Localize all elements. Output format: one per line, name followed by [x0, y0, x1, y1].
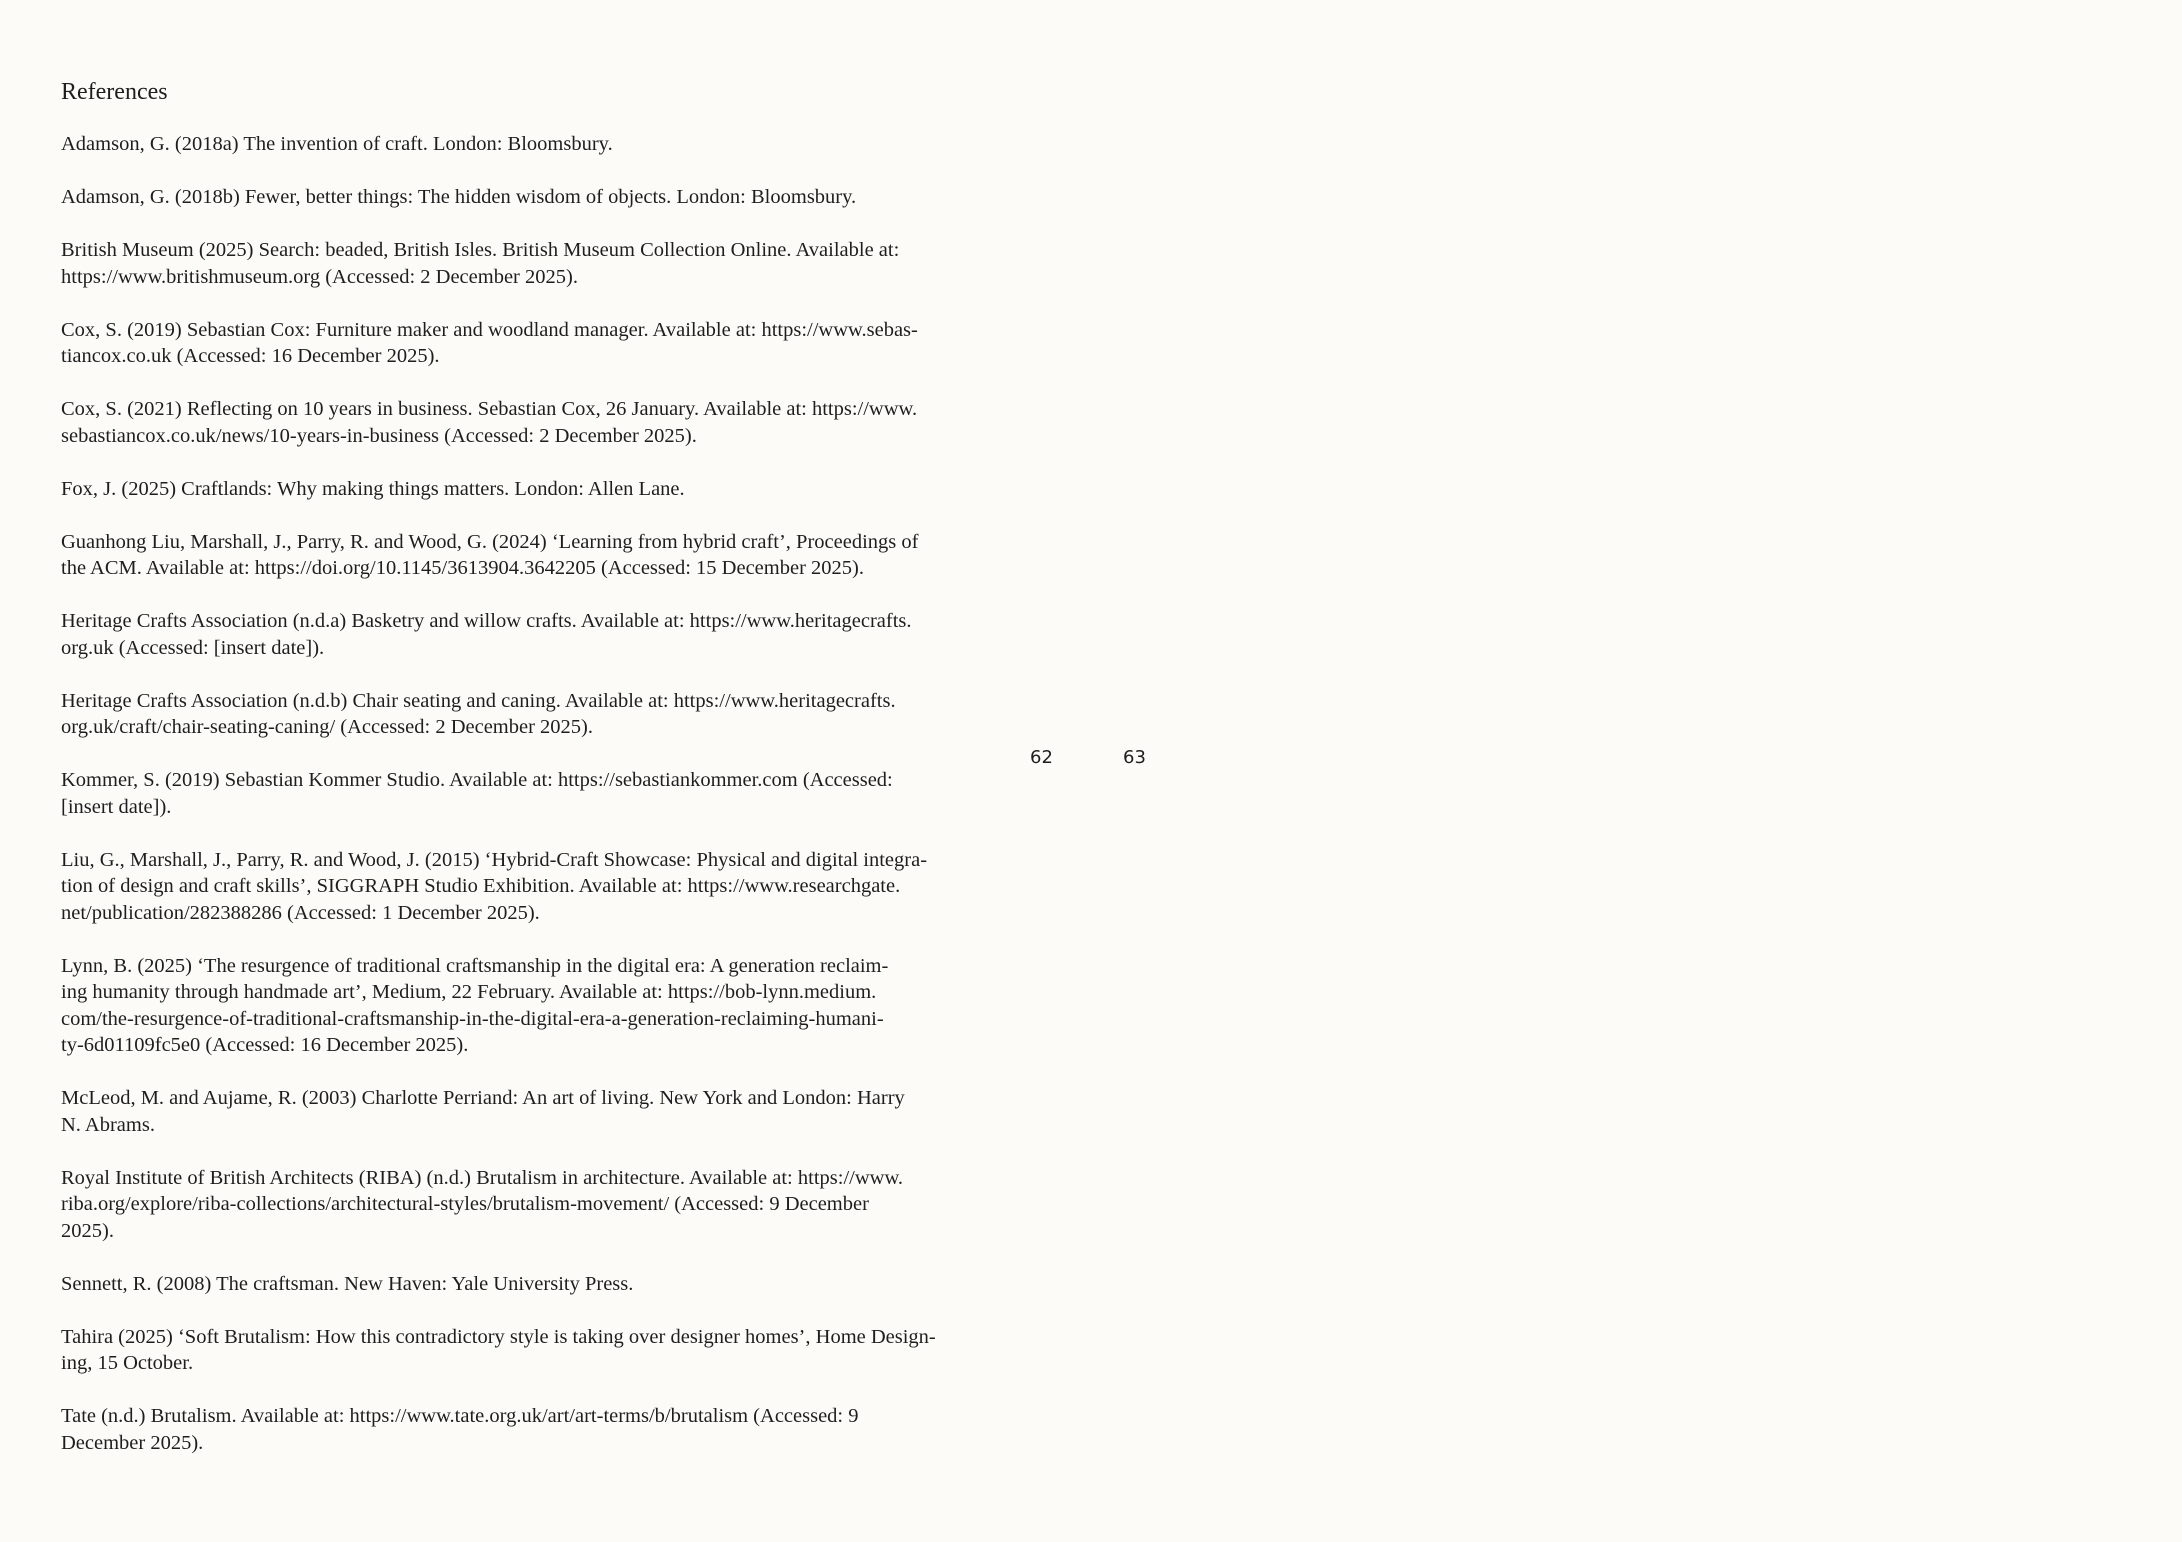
reference-line: Cox, S. (2021) Reflecting on 10 years in business. Sebastian Cox, 26 January. Available at: https://www.: [61, 398, 918, 420]
reference-line: Heritage Crafts Association (n.d.b) Chair seating and caning. Available at: https://www.heritagecrafts.: [61, 689, 896, 712]
reference-entry: [61, 847, 1001, 927]
reference-line: McLeod, M. and Aujame, R. (2003) Charlotte Perriand: An art of living. New York and London: Harry: [61, 1087, 905, 1109]
reference-entry: [61, 688, 1001, 741]
reference-line: British Museum (2025) Search: beaded, British Isles. British Museum Collection Online. Available at:: [61, 239, 900, 261]
reference-entry: [61, 1403, 1001, 1456]
reference-line: ing humanity through handmade art’, Medium, 22 February. Available at: https://bob-lynn.medium.: [61, 981, 877, 1003]
reference-line: Kommer, S. (2019) Sebastian Kommer Studio. Available at: https://sebastiankommer.com (Accessed:: [61, 769, 893, 791]
references-list: [61, 131, 1001, 1456]
reference-entry: [61, 476, 1001, 503]
reference-line: tiancox.co.uk (Accessed: 16 December 2025).: [61, 345, 440, 367]
reference-line: Guanhong Liu, Marshall, J., Parry, R. and Wood, G. (2024) ‘Learning from hybrid craft’, Proceedings of: [61, 530, 919, 553]
reference-entry: [61, 1324, 1001, 1377]
reference-line: Liu, G., Marshall, J., Parry, R. and Wood, J. (2015) ‘Hybrid-Craft Showcase: Physical and digital integra-: [61, 848, 928, 871]
reference-line: Adamson, G. (2018b) Fewer, better things: The hidden wisdom of objects. London: Bloomsbury.: [61, 186, 857, 208]
reference-entry: [61, 1271, 1001, 1298]
reference-line: N. Abrams.: [61, 1113, 155, 1136]
reference-line: Heritage Crafts Association (n.d.a) Basketry and willow crafts. Available at: https://www.heritagecrafts.: [61, 610, 912, 632]
reference-line: sebastiancox.co.uk/news/10-years-in-business (Accessed: 2 December 2025).: [61, 424, 697, 447]
reference-line: Adamson, G. (2018a) The invention of craft. London: Bloomsbury.: [61, 133, 613, 155]
reference-entry: [61, 767, 1001, 820]
reference-line: ing, 15 October.: [61, 1352, 194, 1374]
reference-line: Royal Institute of British Architects (RIBA) (n.d.) Brutalism in architecture. Available at: https://www.: [61, 1166, 904, 1189]
reference-entry: [61, 184, 1001, 211]
reference-entry: [61, 237, 1001, 290]
reference-line: ty-6d01109fc5e0 (Accessed: 16 December 2025).: [61, 1034, 469, 1056]
reference-line: tion of design and craft skills’, SIGGRAPH Studio Exhibition. Available at: https://www.researchgate.: [61, 875, 901, 897]
reference-line: the ACM. Available at: https://doi.org/10.1145/3613904.3642205 (Accessed: 15 December 2025).: [61, 557, 864, 579]
page-number-right: 63: [1123, 747, 1146, 768]
reference-line: https://www.britishmuseum.org (Accessed: 2 December 2025).: [61, 265, 578, 288]
reference-entry: [61, 1165, 1001, 1245]
reference-line: Sennett, R. (2008) The craftsman. New Haven: Yale University Press.: [61, 1272, 634, 1295]
reference-line: Fox, J. (2025) Craftlands: Why making things matters. London: Allen Lane.: [61, 477, 685, 500]
reference-entry: [61, 529, 1001, 582]
reference-line: org.uk (Accessed: [insert date]).: [61, 636, 325, 659]
reference-entry: [61, 317, 1001, 370]
reference-entry: [61, 953, 1001, 1059]
reference-entry: [61, 1085, 1001, 1138]
reference-line: org.uk/craft/chair-seating-caning/ (Accessed: 2 December 2025).: [61, 716, 593, 738]
reference-entry: [61, 131, 1001, 158]
reference-line: net/publication/282388286 (Accessed: 1 December 2025).: [61, 901, 540, 924]
reference-line: Lynn, B. (2025) ‘The resurgence of traditional craftsmanship in the digital era: A generation reclaim-: [61, 954, 889, 977]
reference-line: Tate (n.d.) Brutalism. Available at: https://www.tate.org.uk/art/art-terms/b/brutalism (Accessed: 9: [61, 1405, 859, 1427]
reference-line: Tahira (2025) ‘Soft Brutalism: How this contradictory style is taking over designer homes’, Home Design-: [61, 1325, 936, 1348]
reference-line: December 2025).: [61, 1431, 204, 1454]
reference-line: [insert date]).: [61, 795, 172, 818]
page-title: References: [61, 79, 168, 105]
references-page: [61, 78, 1001, 1483]
page-number-left: 62: [1030, 747, 1053, 768]
reference-line: 2025).: [61, 1219, 114, 1242]
reference-entry: [61, 608, 1001, 661]
reference-line: riba.org/explore/riba-collections/architectural-styles/brutalism-movement/ (Accessed: 9 December: [61, 1193, 869, 1215]
reference-line: com/the-resurgence-of-traditional-craftsmanship-in-the-digital-era-a-generation-reclaiming-humani-: [61, 1007, 884, 1030]
reference-entry: [61, 396, 1001, 449]
reference-line: Cox, S. (2019) Sebastian Cox: Furniture maker and woodland manager. Available at: https://www.sebas-: [61, 318, 918, 341]
